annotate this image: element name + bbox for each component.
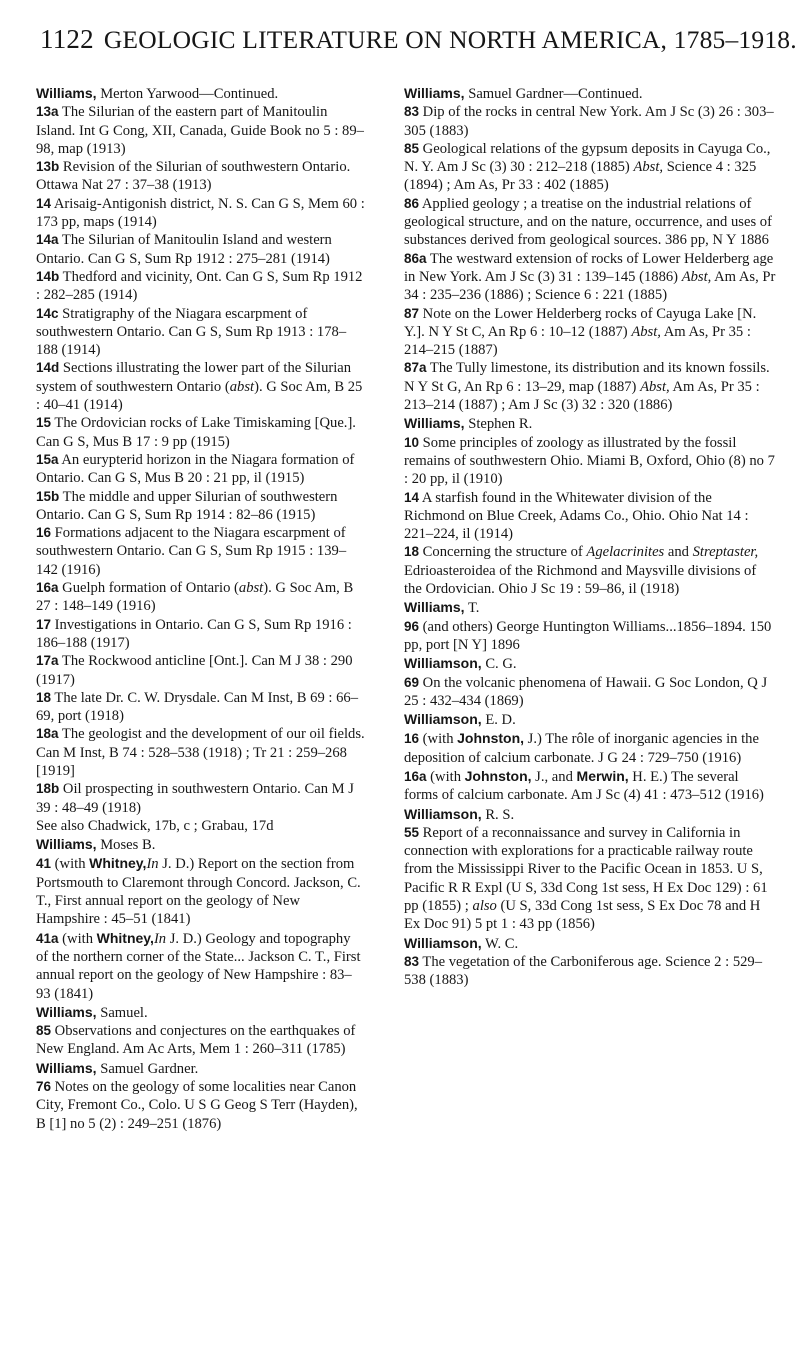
- entry-italic: Streptaster,: [692, 544, 759, 561]
- entry-text: ). G Soc Am, B 27 : 148–149 (1916): [36, 580, 354, 615]
- entry-text: (with: [426, 768, 465, 785]
- bibliography-entry: [36, 725, 366, 780]
- entry-italic: Agelacrinites: [586, 544, 665, 561]
- entry-number: 10: [404, 434, 420, 450]
- entry-number: 83: [404, 104, 420, 120]
- bibliography-entry: [36, 1022, 366, 1059]
- entry-number: 96: [404, 618, 420, 634]
- entry-text: The middle and upper Silurian of southwestern Ontario. Can G S, Sum Rp 1914 : 82–86 (1915): [36, 488, 338, 523]
- entry-text: Sections illustrating the lower part of the Silurian system of southwestern Ontario (: [36, 360, 352, 395]
- coauthor-name: Merwin,: [576, 767, 629, 784]
- page-header: [40, 18, 797, 60]
- entry-text: Some principles of zoology as illustrated by the fossil remains of southwestern Ohio. Miami B, Oxford, Ohio (8) no 7 : 20 pp, il (1910): [404, 434, 775, 488]
- coauthor-name: Johnston,: [464, 767, 532, 784]
- bibliography-entry: [36, 616, 366, 653]
- entry-number: 18: [404, 544, 420, 560]
- entry-text: The vegetation of the Carboniferous age. Science 2 : 529–538 (1883): [404, 953, 763, 989]
- entry-text: On the volcanic phenomena of Hawaii. G Soc London, Q J 25 : 432–434 (1869): [404, 674, 768, 709]
- bibliography-entry: [404, 489, 776, 544]
- author-detail: Samuel.: [96, 1004, 148, 1021]
- author-name: Williamson,: [404, 655, 482, 672]
- entry-text: Jackson C. T., First annual report on the geology of New Hampshire : 83–93 (1841): [36, 948, 361, 1002]
- entry-text: J.) The rôle of inorganic agencies in the deposition of calcium carbonate. J G 24 : 729–750 (1916): [404, 731, 759, 766]
- bibliography-entry: [404, 767, 776, 805]
- author-name: Williamson,: [404, 711, 482, 728]
- bibliography-entry: [36, 524, 366, 579]
- bibliography-entry: [36, 231, 366, 268]
- entry-text: (with: [51, 856, 90, 873]
- bibliography-entry: [36, 854, 366, 928]
- bibliography-entry: [404, 359, 776, 414]
- entry-italic: also: [472, 898, 497, 915]
- entry-text: Concerning the structure of: [419, 544, 587, 561]
- author-name: Williams,: [404, 599, 465, 616]
- entry-number: 55: [404, 824, 420, 840]
- author-name: Williams,: [404, 85, 465, 101]
- entry-number: 69: [404, 674, 420, 690]
- entry-text: J. D.) Report on the section from Portsmouth to Claremont through Concord.: [36, 856, 355, 891]
- bibliography-entry: [36, 359, 366, 414]
- bibliography-entry: [36, 195, 366, 232]
- author-heading: [404, 805, 776, 824]
- entry-number: 14b: [36, 268, 60, 284]
- entry-text: ). G Soc Am, B 25 : 40–41 (1914): [36, 378, 363, 414]
- entry-text: Am As, Pr 35 : 214–215 (1887): [404, 323, 751, 359]
- author-detail: Stephen R.: [464, 416, 533, 433]
- entry-text: J. D.) Geology and topography of the northern corner of the State...: [36, 930, 351, 965]
- entry-text: H. E.) The several forms of calcium carbonate. Am J Sc (4) 41 : 473–512 (1916): [404, 768, 764, 804]
- entry-number: 15b: [36, 488, 60, 504]
- author-name: Williams,: [404, 415, 465, 432]
- entry-text: Note on the Lower Helderberg rocks of Cayuga Lake [N. Y.]. N Y St C, An Rp 6 : 10–12 (1887): [404, 305, 757, 340]
- page-number: 1122: [40, 24, 94, 54]
- author-heading: [36, 1003, 366, 1022]
- author-heading: [404, 654, 776, 673]
- bibliography-entry: [404, 250, 776, 305]
- entry-number: 15: [36, 415, 52, 431]
- bibliography-entry: [404, 103, 776, 140]
- bibliography-entry: [404, 729, 776, 767]
- author-detail: Samuel Gardner—Continued.: [464, 86, 643, 102]
- entry-number: 86: [404, 195, 420, 211]
- bibliography-entry: [404, 195, 776, 250]
- entry-text: An eurypterid horizon in the Niagara formation of Ontario. Can G S, Mus B 20 : 21 pp, il (1915): [36, 451, 355, 487]
- bibliography-entry: [36, 268, 366, 305]
- entry-number: 16a: [36, 580, 59, 596]
- bibliography-entry: [36, 929, 366, 1003]
- entry-text: Thedford and vicinity, Ont. Can G S, Sum Rp 1912 : 282–285 (1914): [36, 268, 363, 304]
- entry-number: 41: [36, 856, 52, 872]
- entry-text: Edrioasteroidea of the Richmond and Maysville divisions of the Ordovician. Ohio J Sc 19 : 59–86, il (1918): [404, 562, 757, 598]
- entry-number: 87: [404, 305, 420, 321]
- author-heading: [404, 710, 776, 729]
- entry-text: The Tully limestone, its distribution and its known fossils. N Y St G, An Rp 6 : 13–29, map (1887): [404, 360, 770, 395]
- entry-number: 16: [36, 525, 52, 541]
- entry-text: Jackson, C. T., First annual report on the geology of New Hampshire : 45–51 (1841): [36, 874, 361, 928]
- bibliography-entry: [36, 652, 366, 689]
- entry-number: 17a: [36, 653, 59, 669]
- author-heading: [404, 84, 776, 103]
- author-heading: [404, 414, 776, 433]
- entry-italic: Abst,: [631, 323, 661, 340]
- entry-number: 76: [36, 1079, 52, 1095]
- entry-number: 85: [404, 140, 420, 156]
- bibliography-entry: [404, 140, 776, 195]
- bibliography-entry: [404, 674, 776, 711]
- entry-number: 41a: [36, 930, 59, 946]
- entry-number: 13b: [36, 159, 60, 175]
- bibliography-entry: [36, 689, 366, 726]
- entry-text: A starfish found in the Whitewater division of the Richmond on Blue Creek, Adams Co., Ohio. Ohio Nat 14 : 221–224, il (1914): [404, 489, 749, 543]
- entry-number: 18: [36, 689, 52, 705]
- entry-text: See also Chadwick, 17b, c ; Grabau, 17d: [36, 817, 274, 834]
- entry-number: 17: [36, 616, 52, 632]
- entry-text: The Silurian of the eastern part of Manitoulin Island. Int G Cong, XII, Canada, Guide Book no 5 : 89–98, map (1913): [36, 104, 364, 157]
- coauthor-name: Whitney,: [96, 929, 154, 946]
- bibliography-entry: [404, 305, 776, 360]
- entry-text: (with: [419, 731, 458, 748]
- entry-text: The geologist and the development of our oil fields. Can M Inst, B 74 : 528–538 (1918) ; Tr 21 : 259–268 [1919]: [36, 726, 365, 779]
- author-name: Williams,: [36, 85, 97, 101]
- right-column: [404, 84, 776, 990]
- bibliography-entry: [36, 451, 366, 488]
- bibliography-entry: [36, 817, 366, 835]
- entry-number: 87a: [404, 360, 427, 376]
- author-name: Williams,: [36, 1003, 97, 1020]
- author-name: Williamson,: [404, 805, 482, 822]
- bibliography-entry: [36, 1078, 366, 1133]
- entry-text: Stratigraphy of the Niagara escarpment of southwestern Ontario. Can G S, Sum Rp 1913 : 178–188 (1914): [36, 305, 347, 359]
- entry-number: 83: [404, 953, 420, 969]
- author-heading: [36, 84, 366, 103]
- author-detail: Merton Yarwood—Continued.: [96, 86, 279, 102]
- entry-text: The Rockwood anticline [Ont.]. Can M J 38 : 290 (1917): [36, 653, 353, 688]
- author-name: Williams,: [36, 836, 97, 853]
- entry-number: 86a: [404, 250, 427, 266]
- bibliography-entry: [36, 780, 366, 817]
- entry-text: (and others) George Huntington Williams...1856–1894. 150 pp, port [N Y] 1896: [404, 618, 772, 653]
- author-name: Williams,: [36, 1059, 97, 1076]
- entry-text: Am As, Pr 34 : 235–236 (1886) ; Science 6 : 221 (1885): [404, 268, 776, 304]
- entry-number: 14d: [36, 360, 60, 376]
- entry-text: Report of a reconnaissance and survey in California in connection with explorations for a practicable railway route from the Mississippi River to the Pacific Ocean in 1853. U S, Pacific R R Expl (U S, 33d Cong 1st sess, H Ex Doc 129) : 61 pp (1855) ;: [404, 824, 768, 915]
- author-detail: Samuel Gardner.: [96, 1060, 199, 1077]
- author-heading: [36, 1059, 366, 1078]
- bibliography-entry: [36, 103, 366, 158]
- author-heading: [404, 934, 776, 953]
- entry-italic: Abst,: [640, 378, 670, 395]
- entry-number: 14a: [36, 232, 59, 248]
- bibliography-entry: [404, 824, 776, 934]
- entry-text: Dip of the rocks in central New York. Am J Sc (3) 26 : 303–305 (1883): [404, 104, 774, 139]
- author-detail: T.: [464, 600, 480, 617]
- author-detail: W. C.: [481, 935, 519, 952]
- entry-italic: abst: [229, 378, 255, 395]
- entry-number: 18a: [36, 726, 59, 742]
- bibliography-entry: [36, 414, 366, 451]
- entry-italic: Abst,: [681, 268, 712, 285]
- author-name: Williamson,: [404, 934, 482, 951]
- entry-text: Arisaig-Antigonish district, N. S. Can G S, Mem 60 : 173 pp, maps (1914): [36, 195, 365, 231]
- entry-italic: abst: [238, 580, 264, 597]
- author-detail: C. G.: [481, 656, 517, 673]
- bibliography-entry: [36, 158, 366, 195]
- entry-text: The Ordovician rocks of Lake Timiskaming [Que.]. Can G S, Mus B 17 : 9 pp (1915): [36, 415, 356, 450]
- running-title: GEOLOGIC LITERATURE ON NORTH AMERICA, 1785–1918.: [103, 25, 797, 54]
- bibliography-entry: [404, 434, 776, 489]
- bibliography-entry: [36, 488, 366, 525]
- left-column: [36, 84, 366, 1133]
- entry-number: 14c: [36, 305, 59, 321]
- entry-number: 14: [404, 489, 420, 505]
- entry-number: 16: [404, 731, 420, 747]
- coauthor-name: Johnston,: [457, 730, 525, 747]
- entry-number: 16a: [404, 768, 427, 784]
- entry-number: 18b: [36, 781, 60, 797]
- entry-text: Revision of the Silurian of southwestern Ontario. Ottawa Nat 27 : 37–38 (1913): [36, 159, 351, 194]
- entry-text: Science 4 : 325 (1894) ; Am As, Pr 33 : 402 (1885): [404, 159, 757, 194]
- entry-italic: In: [153, 930, 167, 947]
- entry-text: J., and: [531, 768, 577, 785]
- entry-text: The Silurian of Manitoulin Island and western Ontario. Can G S, Sum Rp 1912 : 275–281 (1914): [36, 232, 332, 267]
- entry-text: Applied geology ; a treatise on the industrial relations of geological structure, and on the nature, occurrence, and uses of substances derived from geological sources. 386 pp, N Y 1886: [404, 195, 772, 249]
- author-detail: R. S.: [481, 806, 515, 823]
- entry-text: Observations and conjectures on the earthquakes of New England. Am Ac Arts, Mem 1 : 260–311 (1785): [36, 1023, 356, 1058]
- entry-text: The westward extension of rocks of Lower Helderberg age in New York. Am J Sc (3) 31 : 139–145 (1886): [404, 250, 774, 285]
- bibliography-entry: [36, 579, 366, 616]
- entry-number: 14: [36, 195, 52, 211]
- entry-number: 13a: [36, 104, 59, 120]
- bibliography-entry: [404, 953, 776, 990]
- bibliography-entry: [36, 305, 366, 360]
- author-detail: Moses B.: [96, 837, 156, 854]
- entry-italic: Abst,: [633, 159, 664, 176]
- entry-text: Am As, Pr 35 : 213–214 (1887) ; Am J Sc (3) 32 : 320 (1886): [404, 378, 760, 414]
- author-heading: [404, 598, 776, 617]
- entry-text: Oil prospecting in southwestern Ontario. Can M J 39 : 48–49 (1918): [36, 781, 354, 816]
- author-heading: [36, 835, 366, 854]
- entry-text: and: [664, 544, 693, 561]
- entry-text: Guelph formation of Ontario (: [58, 580, 239, 597]
- entry-number: 85: [36, 1023, 52, 1039]
- author-detail: E. D.: [481, 712, 516, 729]
- entry-text: Notes on the geology of some localities near Canon City, Fremont Co., Colo. U S G Geog S Terr (Hayden), B [1] no 5 (2) : 249–251 (1876): [36, 1079, 358, 1132]
- entry-italic: In: [146, 856, 159, 873]
- entry-text: The late Dr. C. W. Drysdale. Can M Inst, B 69 : 66–69, port (1918): [36, 689, 359, 725]
- entry-text: Formations adjacent to the Niagara escarpment of southwestern Ontario. Can G S, Sum Rp 1915 : 139–142 (1916): [36, 525, 347, 578]
- coauthor-name: Whitney,: [89, 855, 147, 872]
- entry-text: Geological relations of the gypsum deposits in Cayuga Co., N. Y. Am J Sc (3) 30 : 212–218 (1885): [404, 140, 771, 176]
- bibliography-entry: [404, 543, 776, 598]
- entry-text: (U S, 33d Cong 1st sess, S Ex Doc 78 and H Ex Doc 91) 5 pt 1 : 43 pp (1856): [404, 898, 761, 933]
- entry-text: Investigations in Ontario. Can G S, Sum Rp 1916 : 186–188 (1917): [36, 616, 352, 651]
- bibliography-entry: [404, 618, 776, 655]
- entry-number: 15a: [36, 451, 59, 467]
- entry-text: (with: [58, 930, 97, 947]
